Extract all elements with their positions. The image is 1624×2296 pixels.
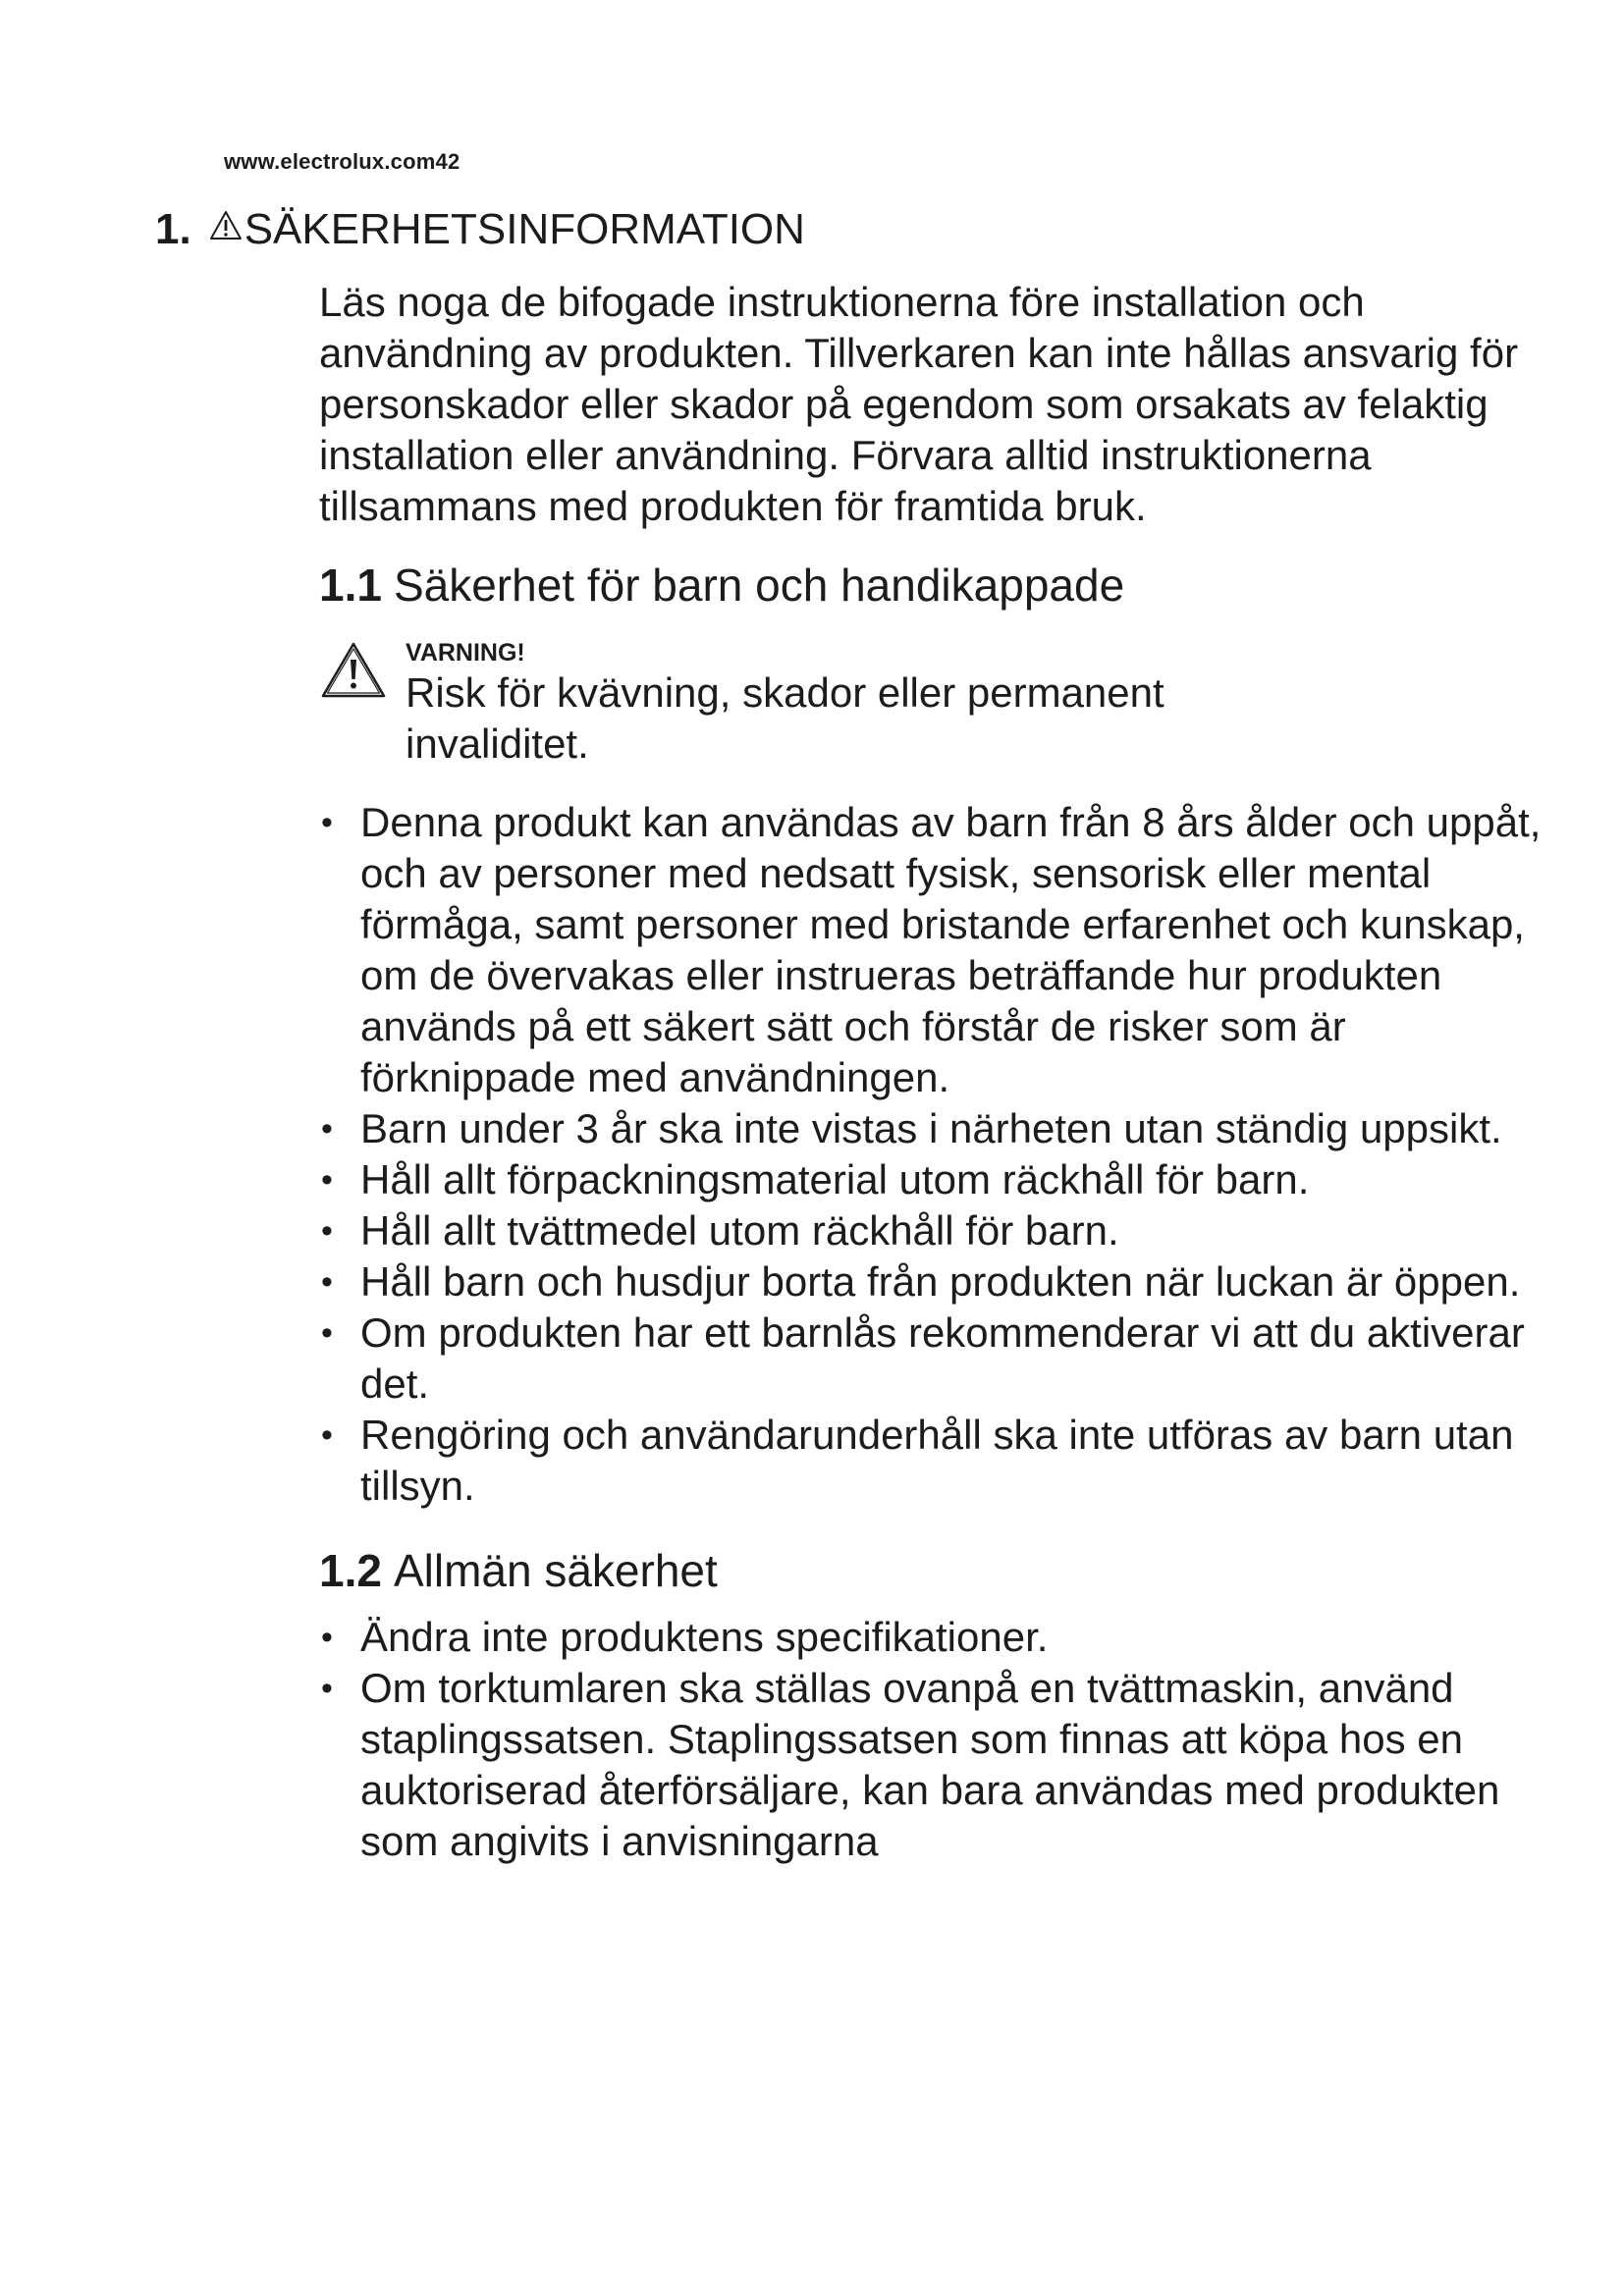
intro-paragraph: Läs noga de bifogade instruktionerna före installation och användning av produkten. Tillverkaren kan inte hållas ansvarig för personskador eller skador på egendom som orsakats av felaktig installation eller användning. Förvara alltid instruktionerna tillsammans med produkten för framtida bruk. <box>319 279 1519 529</box>
bullet-dot: • <box>321 1212 333 1250</box>
list-item: • Håll allt tvättmedel utom räckhåll för barn. <box>319 1205 1553 1256</box>
bullet-dot: • <box>321 1416 333 1454</box>
list-item: • Rengöring och användarunderhåll ska inte utföras av barn utan tillsyn. <box>321 1412 1514 1509</box>
warning-label: VARNING! <box>406 639 525 667</box>
list-item: • Håll allt förpackningsmaterial utom räckhåll för barn. <box>319 1154 1553 1205</box>
warning-block <box>319 632 1527 770</box>
safety-bullet-list-children <box>319 797 1542 1512</box>
subsection-title-1-2 <box>319 1543 1527 1598</box>
content-column <box>319 277 1542 1867</box>
subsection-number: 1.1 <box>319 560 382 611</box>
subsection-title-1-1 <box>319 558 1527 613</box>
safety-bullet-list-general <box>319 1612 1527 1867</box>
bullet-dot: • <box>321 1314 333 1352</box>
section-title <box>155 200 805 259</box>
bullet-dot: • <box>321 1619 333 1656</box>
list-item: • Denna produkt kan användas av barn från 8 års ålder och uppåt, och av personer med nedsatt fysisk, sensorisk eller mental förmåga, samt personer med bristande erfarenhet och kunskap, om de övervakas eller instrueras beträffande hur produkten används på ett säkert sätt och förstår de risker som är förknippade med användningen. <box>321 799 1542 1100</box>
header-url: www.electrolux.com42 <box>224 149 460 174</box>
list-item: • Om torktumlaren ska ställas ovanpå en tvättmaskin, använd staplingssatsen. Staplingssatsen som finnas att köpa hos en auktoriserad återförsäljare, kan bara användas med produkten som angivits i anvisningarna <box>321 1665 1500 1864</box>
list-item: • Ändra inte produktens specifikationer. <box>319 1612 1553 1663</box>
bullet-dot: • <box>321 1110 333 1148</box>
list-item: • Håll barn och husdjur borta från produkten när luckan är öppen. <box>319 1256 1553 1308</box>
subsection-number: 1.2 <box>319 1545 382 1596</box>
subsection-title-text: Allmän säkerhet <box>393 1545 718 1596</box>
bullet-dot: • <box>321 1670 333 1707</box>
warning-triangle-icon <box>319 640 388 701</box>
warning-triangle-icon <box>209 209 243 242</box>
section-number: 1. <box>155 205 191 253</box>
warning-text: Risk för kvävning, skador eller permanent invaliditet. <box>406 669 1164 767</box>
list-item: • Om produkten har ett barnlås rekommenderar vi att du aktiverar det. <box>321 1309 1525 1407</box>
subsection-title-text: Säkerhet för barn och handikappade <box>393 560 1125 611</box>
bullet-dot: • <box>321 804 333 841</box>
list-item: • Barn under 3 år ska inte vistas i närheten utan ständig uppsikt. <box>319 1103 1553 1154</box>
bullet-dot: • <box>321 1263 333 1301</box>
bullet-dot: • <box>321 1161 333 1199</box>
section-title-text: SÄKERHETSINFORMATION <box>244 205 805 253</box>
